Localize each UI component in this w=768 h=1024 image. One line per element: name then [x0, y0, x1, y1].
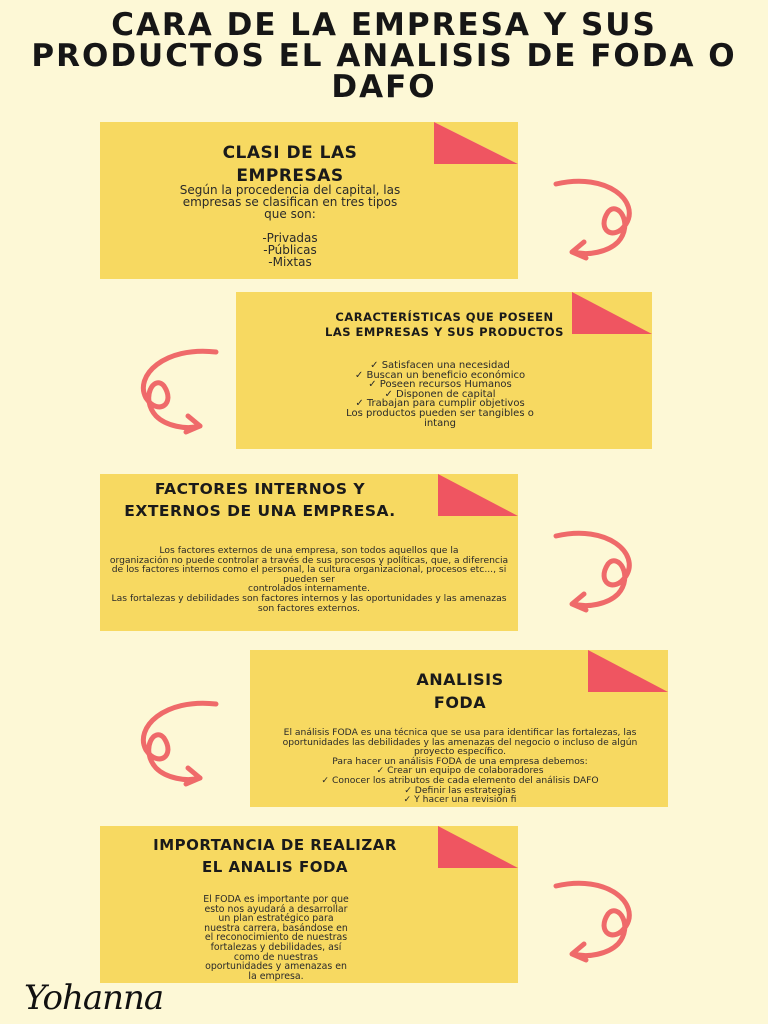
- section-body: ✓ Satisfacen una necesidad ✓ Buscan un beneficio económico ✓ Poseen recursos Humanos ✓ Disponen de capital ✓ Trabajan para cumplir objetivos Los productos pueden ser tangibles o intang: [346, 360, 534, 429]
- folded-corner-icon: [572, 292, 652, 334]
- section-card-factors: [100, 474, 518, 631]
- curved-arrow-right-icon: [548, 524, 640, 616]
- curved-arrow-right-icon: [548, 172, 640, 264]
- section-card-importance: [100, 826, 518, 983]
- section-title: ANALISIS FODA: [416, 670, 504, 712]
- folded-corner-icon: [438, 826, 518, 868]
- curved-arrow-right-icon: [548, 874, 640, 966]
- section-body: El FODA es importante por que esto nos ayudará a desarrollar un plan estratégico para nuestra carrera, basándose en el reconocimiento de nuestras fortalezas y debilidades, así como de nuestras oportunidades y amenazas en la empresa.: [203, 894, 349, 982]
- folded-corner-icon: [434, 122, 518, 164]
- section-card-foda-analysis: [250, 650, 668, 807]
- section-body: Según la procedencia del capital, las empresas se clasifican en tres tipos que son: -Privadas -Públicas -Mixtas: [179, 183, 401, 269]
- curved-arrow-left-icon: [132, 698, 224, 790]
- section-title: FACTORES INTERNOS Y EXTERNOS DE UNA EMPRESA.: [124, 480, 396, 520]
- folded-corner-icon: [588, 650, 668, 692]
- author-signature: Yohanna: [24, 978, 164, 1018]
- folded-corner-icon: [438, 474, 518, 516]
- section-body: El análisis FODA es una técnica que se usa para identificar las fortalezas, las oportunidades las debilidades y las amenazas del negocio o incluso de algún proyecto específico. Para hacer un análisis FODA de una empresa debemos: ✓ Crear un equipo de colaboradores ✓ Conocer los atributos de cada elemento del análisis DAFO ✓ Definir las estrategias ✓ Y hacer una revisión fi: [282, 727, 638, 806]
- section-title: IMPORTANCIA DE REALIZAR EL ANALIS FODA: [153, 836, 397, 876]
- section-title: CLASI DE LAS EMPRESAS: [222, 143, 358, 186]
- section-body: Los factores externos de una empresa, son todos aquellos que la organización no puede controlar a través de sus procesos y políticas, que, a diferencia de los factores internos como el personal, la cultura organizacional, procesos etc..., si pueden ser controlados internamente. Las fortalezas y debilidades son factores internos y las oportunidades y las amenazas son factores externos.: [109, 545, 509, 614]
- section-card-characteristics: [236, 292, 652, 449]
- section-title: CARACTERÍSTICAS QUE POSEEN LAS EMPRESAS Y SUS PRODUCTOS: [325, 310, 564, 339]
- page-title: CARA DE LA EMPRESA Y SUS PRODUCTOS EL ANALISIS DE FODA O DAFO: [31, 7, 737, 105]
- section-card-classification: [100, 122, 518, 279]
- curved-arrow-left-icon: [132, 346, 224, 438]
